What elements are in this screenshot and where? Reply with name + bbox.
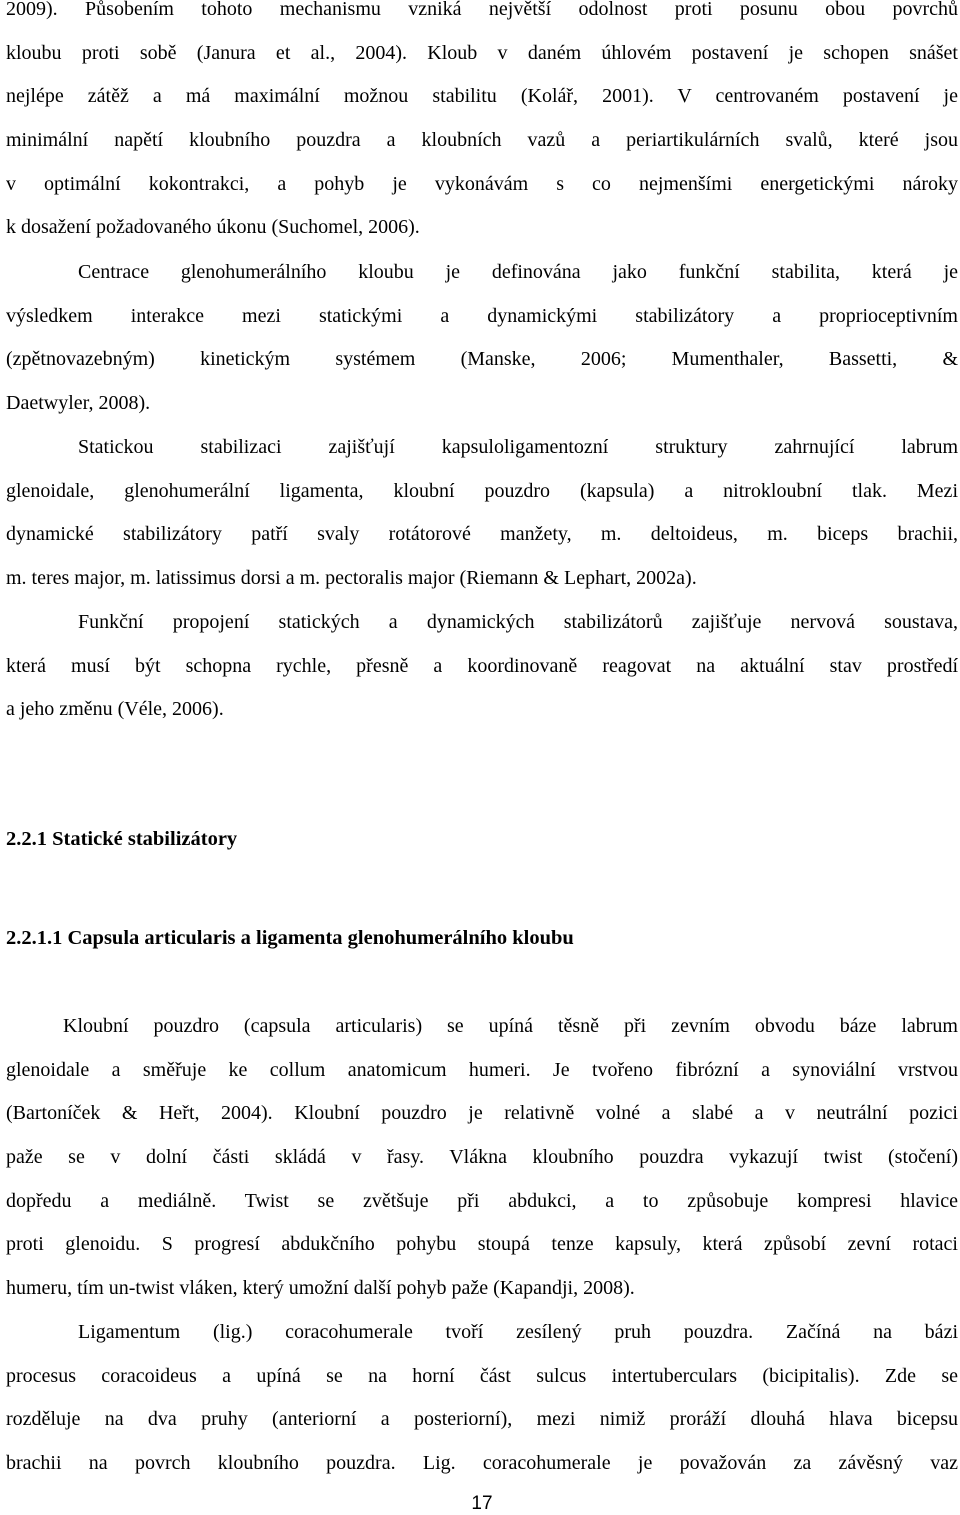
text-line: dynamické stabilizátory patří svaly rotátorové manžety, m. deltoideus, m. biceps brachii, <box>6 523 958 546</box>
text-line: Centrace glenohumerálního kloubu je definována jako funkční stabilita, která je <box>78 261 958 283</box>
text-line: glenoidale, glenohumerální ligamenta, kloubní pouzdro (kapsula) a nitrokloubní tlak. Mezi <box>6 479 958 502</box>
text-line: m. teres major, m. latissimus dorsi a m. pectoralis major (Riemann & Lephart, 2002a). <box>6 567 697 590</box>
text-line: Statickou stabilizaci zajišťují kapsuloligamentozní struktury zahrnující labrum <box>78 436 958 458</box>
subsection-heading: 2.2.1.1 Capsula articularis a ligamenta glenohumerálního kloubu <box>6 927 574 949</box>
paragraph-centration-definition <box>6 251 958 426</box>
text-line: humeru, tím un-twist vláken, který umožní další pohyb paže (Kapandji, 2008). <box>6 1277 635 1300</box>
text-line: Funkční propojení statických a dynamických stabilizátorů zajišťuje nervová soustava, <box>78 611 958 633</box>
document-page <box>6 0 958 1515</box>
text-line: Kloubní pouzdro (capsula articularis) se upíná těsně při zevním obvodu báze labrum <box>63 1015 958 1037</box>
text-line: proti glenoidu. S progresí abdukčního pohybu stoupá tenze kapsuly, která způsobí zevní rotaci <box>6 1233 958 1256</box>
text-line: rozděluje na dva pruhy (anteriorní a posteriorní), mezi nimiž proráží dlouhá hlava bicepsu <box>6 1408 958 1431</box>
text-line: (Bartoníček & Heřt, 2004). Kloubní pouzdro je relativně volné a slabé a v neutrální pozici <box>6 1102 958 1125</box>
text-line: brachii na povrch kloubního pouzdra. Lig. coracohumerale je považován za závěsný vaz <box>6 1452 958 1475</box>
text-line: nejlépe zátěž a má maximální možnou stabilitu (Kolář, 2001). V centrovaném postavení je <box>6 85 958 108</box>
text-line: 2009). Působením tohoto mechanismu vzniká největší odolnost proti posunu obou povrchů <box>6 0 958 20</box>
text-line: Ligamentum (lig.) coracohumerale tvoří zesílený pruh pouzdra. Začíná na bázi <box>78 1321 958 1343</box>
text-line: výsledkem interakce mezi statickými a dynamickými stabilizátory a proprioceptivním <box>6 304 958 327</box>
text-line: (zpětnovazebným) kinetickým systémem (Manske, 2006; Mumenthaler, Bassetti, & <box>6 348 958 371</box>
text-line: procesus coracoideus a upíná se na horní část sulcus intertuberculars (bicipitalis). Zde se <box>6 1364 958 1387</box>
page-number: 17 <box>471 1493 493 1514</box>
text-line: Daetwyler, 2008). <box>6 392 151 415</box>
text-line: k dosažení požadovaného úkonu (Suchomel, 2006). <box>6 216 420 239</box>
text-line: kloubu proti sobě (Janura et al., 2004). Kloub v daném úhlovém postavení je schopen snášet <box>6 41 958 64</box>
section-heading: 2.2.1 Statické stabilizátory <box>6 828 238 850</box>
text-line: v optimální kokontrakci, a pohyb je vykonávám s co nejmenšími energetickými nároky <box>6 172 958 195</box>
paragraph-ligamentum <box>6 1311 958 1486</box>
text-line: která musí být schopna rychle, přesně a koordinovaně reagovat na aktuální stav prostředí <box>6 654 958 677</box>
paragraph-centration <box>6 0 958 250</box>
text-line: glenoidale a směřuje ke collum anatomicum humeri. Je tvořeno fibrózní a synoviální vrstvou <box>6 1058 958 1081</box>
text-line: paže se v dolní části skládá v řasy. Vlákna kloubního pouzdra vykazují twist (stočení) <box>6 1146 958 1169</box>
paragraph-static-stabilization <box>6 426 958 601</box>
text-line: a jeho změnu (Véle, 2006). <box>6 698 224 721</box>
paragraph-functional-connection <box>6 601 958 732</box>
text-line: minimální napětí kloubního pouzdra a kloubních vazů a periartikulárních svalů, které jsou <box>6 129 958 152</box>
text-line: dopředu a mediálně. Twist se zvětšuje při abdukci, a to způsobuje kompresi hlavice <box>6 1189 958 1212</box>
paragraph-capsula <box>6 1005 958 1311</box>
